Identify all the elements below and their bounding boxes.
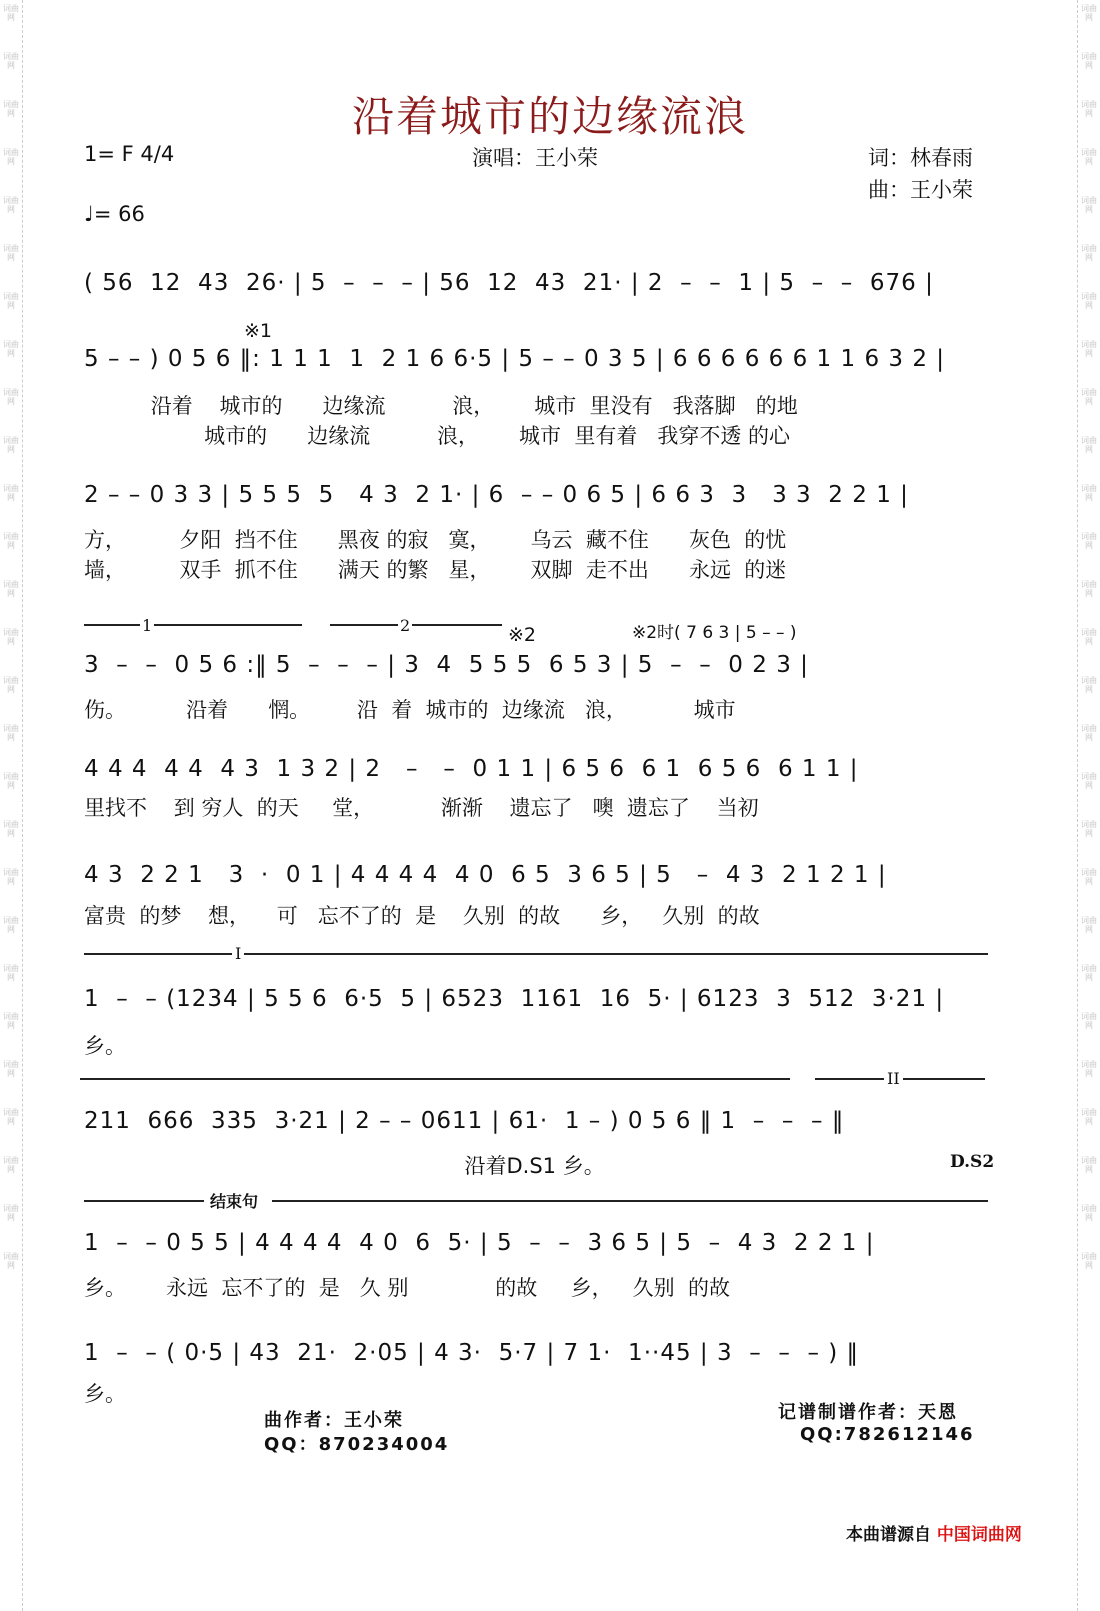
arranger-qq: QQ:782612146 bbox=[800, 1424, 975, 1445]
segno-mark-1: ※1 bbox=[244, 320, 273, 342]
lyrics-line-3-verse-1: 方， 夕阳 挡不住 黑夜 的寂 寞， 乌云 藏不住 灰色 的忧 bbox=[84, 528, 787, 552]
segno-mark-2: ※2 bbox=[508, 624, 537, 646]
volta-bracket-2 bbox=[330, 624, 502, 626]
composer-credit: 曲：王小荣 bbox=[868, 178, 973, 202]
segno-2-alternate: ※2时( 7 6 3 | 5 – – ) bbox=[632, 623, 797, 643]
lyrics-line-2-verse-2: 城市的 边缘流 浪， 城市 里有着 我穿不透 的心 bbox=[84, 424, 791, 448]
singer-credit: 演唱：王小荣 bbox=[472, 146, 598, 170]
notation-line-9: 1 – – 0 5 5 | 4 4 4 4 4 0 6 5· | 5 – – 3 6 5 | 5 – 4 3 2 2 1 | bbox=[84, 1230, 875, 1256]
volta-bracket-1 bbox=[84, 624, 302, 626]
lyrics-line-8: 沿着D.S1 乡。 bbox=[84, 1154, 605, 1178]
notation-line-6: 4 3 2 2 1 3 · 0 1 | 4 4 4 4 4 0 6 5 3 6 5 | 5 – 4 3 2 1 2 1 | bbox=[84, 862, 887, 888]
notation-line-8: 211 666 335 3·21 | 2 – – 0611 | 61· 1 – ) 0 5 6 ‖ 1 – – – ‖ bbox=[84, 1108, 845, 1134]
notation-line-5: 4 4 4 4 4 4 3 1 3 2 | 2 – – 0 1 1 | 6 5 6 6 1 6 5 6 6 1 1 | bbox=[84, 756, 859, 782]
notation-line-2: 5 – – ) 0 5 6 ‖: 1 1 1 1 2 1 6 6·5 | 5 – – 0 3 5 | 6 6 6 6 6 6 1 1 6 3 2 | bbox=[84, 346, 946, 372]
left-margin-watermark: 词曲网 词曲网 词曲网 词曲网 词曲网 词曲网 词曲网 词曲网 词曲网 词曲网 词曲网 词曲网 词曲网 词曲网 词曲网 词曲网 词曲网 词曲网 词曲网 词曲网 词曲网 词曲网 词曲网 词曲网 词曲网 词曲网 词曲网 bbox=[0, 0, 23, 1611]
source-site-link[interactable]: 中国词曲网 bbox=[936, 1525, 1022, 1545]
notation-line-10: 1 – – ( 0·5 | 43 21· 2·05 | 4 3· 5·7 | 7 1· 1··45 | 3 – – – ) ‖ bbox=[84, 1340, 860, 1366]
lyrics-line-5: 里找不 到 穷人 的天 堂， 渐渐 遗忘了 噢 遗忘了 当初 bbox=[84, 796, 759, 820]
notation-line-7: 1 – – (1234 | 5 5 6 6·5 5 | 6523 1161 16 5· | 6123 3 512 3·21 | bbox=[84, 986, 945, 1012]
interlude-label: I bbox=[232, 944, 244, 963]
lyrics-line-3-verse-2: 墙， 双手 抓不住 满天 的繁 星， 双脚 走不出 永远 的迷 bbox=[84, 558, 787, 582]
notation-line-4: 3 – – 0 5 6 :‖ 5 – – – | 3 4 5 5 5 6 5 3 | 5 – – 0 2 3 | bbox=[84, 652, 809, 678]
interlude-bracket bbox=[84, 953, 988, 955]
composer-footer: 曲作者：王小荣 bbox=[264, 1410, 404, 1431]
song-title: 沿着城市的边缘流浪 bbox=[351, 92, 748, 141]
lyricist-credit: 词：林春雨 bbox=[868, 146, 973, 170]
notation-line-1: ( 56 12 43 26· | 5 – – – | 56 12 43 21· | 2 – – 1 | 5 – – 676 | bbox=[84, 270, 934, 296]
lyrics-line-9: 乡。 永远 忘不了的 是 久 别 的故 乡， 久别 的故 bbox=[84, 1276, 730, 1300]
source-prefix: 本曲谱源自 bbox=[846, 1525, 931, 1545]
source-note bbox=[846, 1520, 1022, 1545]
coda-label: 结束句 bbox=[210, 1192, 259, 1211]
ds2-marking: D.S2 bbox=[950, 1152, 995, 1172]
lyrics-line-7: 乡。 bbox=[84, 1034, 126, 1058]
lyrics-line-6: 富贵 的梦 想， 可 忘不了的 是 久别 的故 乡， 久别 的故 bbox=[84, 904, 760, 928]
lyrics-line-2-verse-1: 沿着 城市的 边缘流 浪， 城市 里没有 我落脚 的地 bbox=[84, 394, 798, 418]
coda-bracket-left bbox=[84, 1200, 204, 1202]
interlude-bracket-cont bbox=[80, 1078, 790, 1080]
volta-label-1: 1 bbox=[142, 616, 153, 635]
volta-label-2: 2 bbox=[400, 616, 411, 635]
notation-line-3: 2 – – 0 3 3 | 5 5 5 5 4 3 2 1· | 6 – – 0 6 5 | 6 6 3 3 3 3 2 2 1 | bbox=[84, 482, 909, 508]
composer-qq: QQ：870234004 bbox=[264, 1434, 450, 1455]
coda-bracket-right bbox=[272, 1200, 988, 1202]
tempo-marking: ♩= 66 bbox=[84, 202, 145, 226]
right-margin-watermark: 词曲网 词曲网 词曲网 词曲网 词曲网 词曲网 词曲网 词曲网 词曲网 词曲网 词曲网 词曲网 词曲网 词曲网 词曲网 词曲网 词曲网 词曲网 词曲网 词曲网 词曲网 词曲网 词曲网 词曲网 词曲网 词曲网 词曲网 bbox=[1077, 0, 1100, 1611]
arranger-footer: 记谱制谱作者：天恩 bbox=[778, 1402, 958, 1423]
key-signature: 1= F 4/4 bbox=[84, 142, 175, 166]
lyrics-line-10: 乡。 bbox=[84, 1382, 126, 1406]
ending-label-2: II bbox=[884, 1069, 903, 1088]
lyrics-line-4: 伤。 沿着 惘。 沿 着 城市的 边缘流 浪， 城市 bbox=[84, 698, 736, 722]
